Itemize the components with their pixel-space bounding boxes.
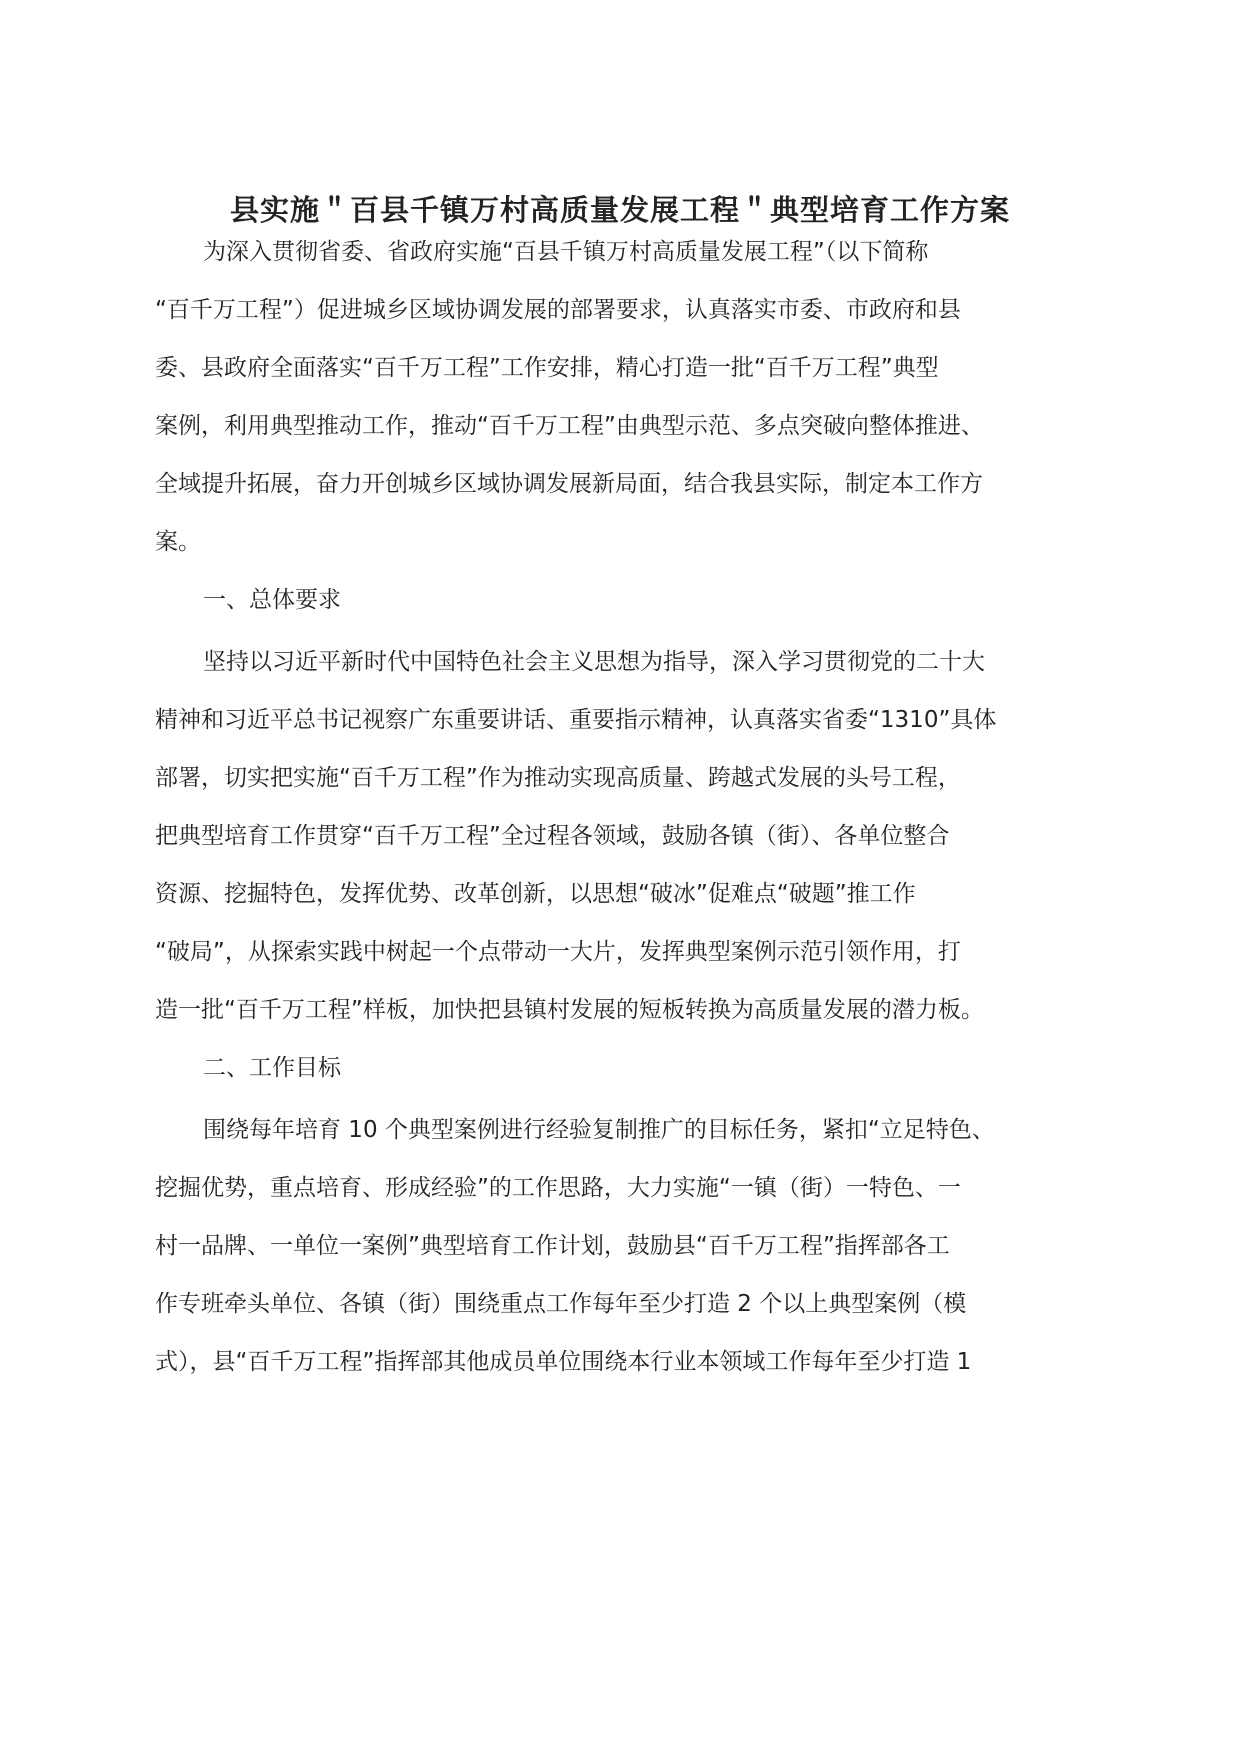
paragraph-line: 挖掘优势，重点培育、形成经验”的工作思路，大力实施“一镇（街）一特色、一 bbox=[155, 1175, 961, 1201]
paragraph-line: 围绕每年培育 10 个典型案例进行经验复制推广的目标任务，紧扣“立足特色、 bbox=[203, 1117, 995, 1143]
paragraph-line: 资源、挖掘特色，发挥优势、改革创新，以思想“破冰”促难点“破题”推工作 bbox=[155, 881, 916, 907]
paragraph-line: 案。 bbox=[155, 529, 201, 555]
paragraph-line: 部署，切实把实施“百千万工程”作为推动实现高质量、跨越式发展的头号工程， bbox=[155, 765, 961, 791]
paragraph-line: 造一批“百千万工程”样板，加快把县镇村发展的短板转换为高质量发展的潜力板。 bbox=[155, 997, 984, 1023]
paragraph-line: “百千万工程”）促进城乡区域协调发展的部署要求，认真落实市委、市政府和县 bbox=[155, 297, 961, 323]
paragraph-line: 全域提升拓展，奋力开创城乡区域协调发展新局面，结合我县实际，制定本工作方 bbox=[155, 471, 983, 497]
paragraph-line: 为深入贯彻省委、省政府实施“百县千镇万村高质量发展工程”（以下简称 bbox=[203, 239, 929, 265]
paragraph-line: “破局”，从探索实践中树起一个点带动一大片，发挥典型案例示范引领作用，打 bbox=[155, 939, 961, 965]
paragraph-line: 委、县政府全面落实“百千万工程”工作安排，精心打造一批“百千万工程”典型 bbox=[155, 355, 939, 381]
document-title: 县实施＂百县千镇万村高质量发展工程＂典型培育工作方案 bbox=[229, 193, 1010, 227]
paragraph-line: 精神和习近平总书记视察广东重要讲话、重要指示精神，认真落实省委“1310”具体 bbox=[155, 707, 997, 733]
paragraph-line: 坚持以习近平新时代中国特色社会主义思想为指导，深入学习贯彻党的二十大 bbox=[203, 649, 985, 675]
paragraph-line: 把典型培育工作贯穿“百千万工程”全过程各领域，鼓励各镇（街）、各单位整合 bbox=[155, 823, 950, 849]
paragraph-line: 式），县“百千万工程”指挥部其他成员单位围绕本行业本领域工作每年至少打造 1 bbox=[155, 1349, 972, 1375]
section-heading-work-goals: 二、工作目标 bbox=[203, 1055, 341, 1081]
paragraph-line: 作专班牵头单位、各镇（街）围绕重点工作每年至少打造 2 个以上典型案例（模 bbox=[155, 1291, 967, 1317]
paragraph-line: 村一品牌、一单位一案例”典型培育工作计划，鼓励县“百千万工程”指挥部各工 bbox=[155, 1233, 950, 1259]
paragraph-line: 案例，利用典型推动工作，推动“百千万工程”由典型示范、多点突破向整体推进、 bbox=[155, 413, 984, 439]
section-heading-general-requirements: 一、总体要求 bbox=[203, 587, 341, 613]
